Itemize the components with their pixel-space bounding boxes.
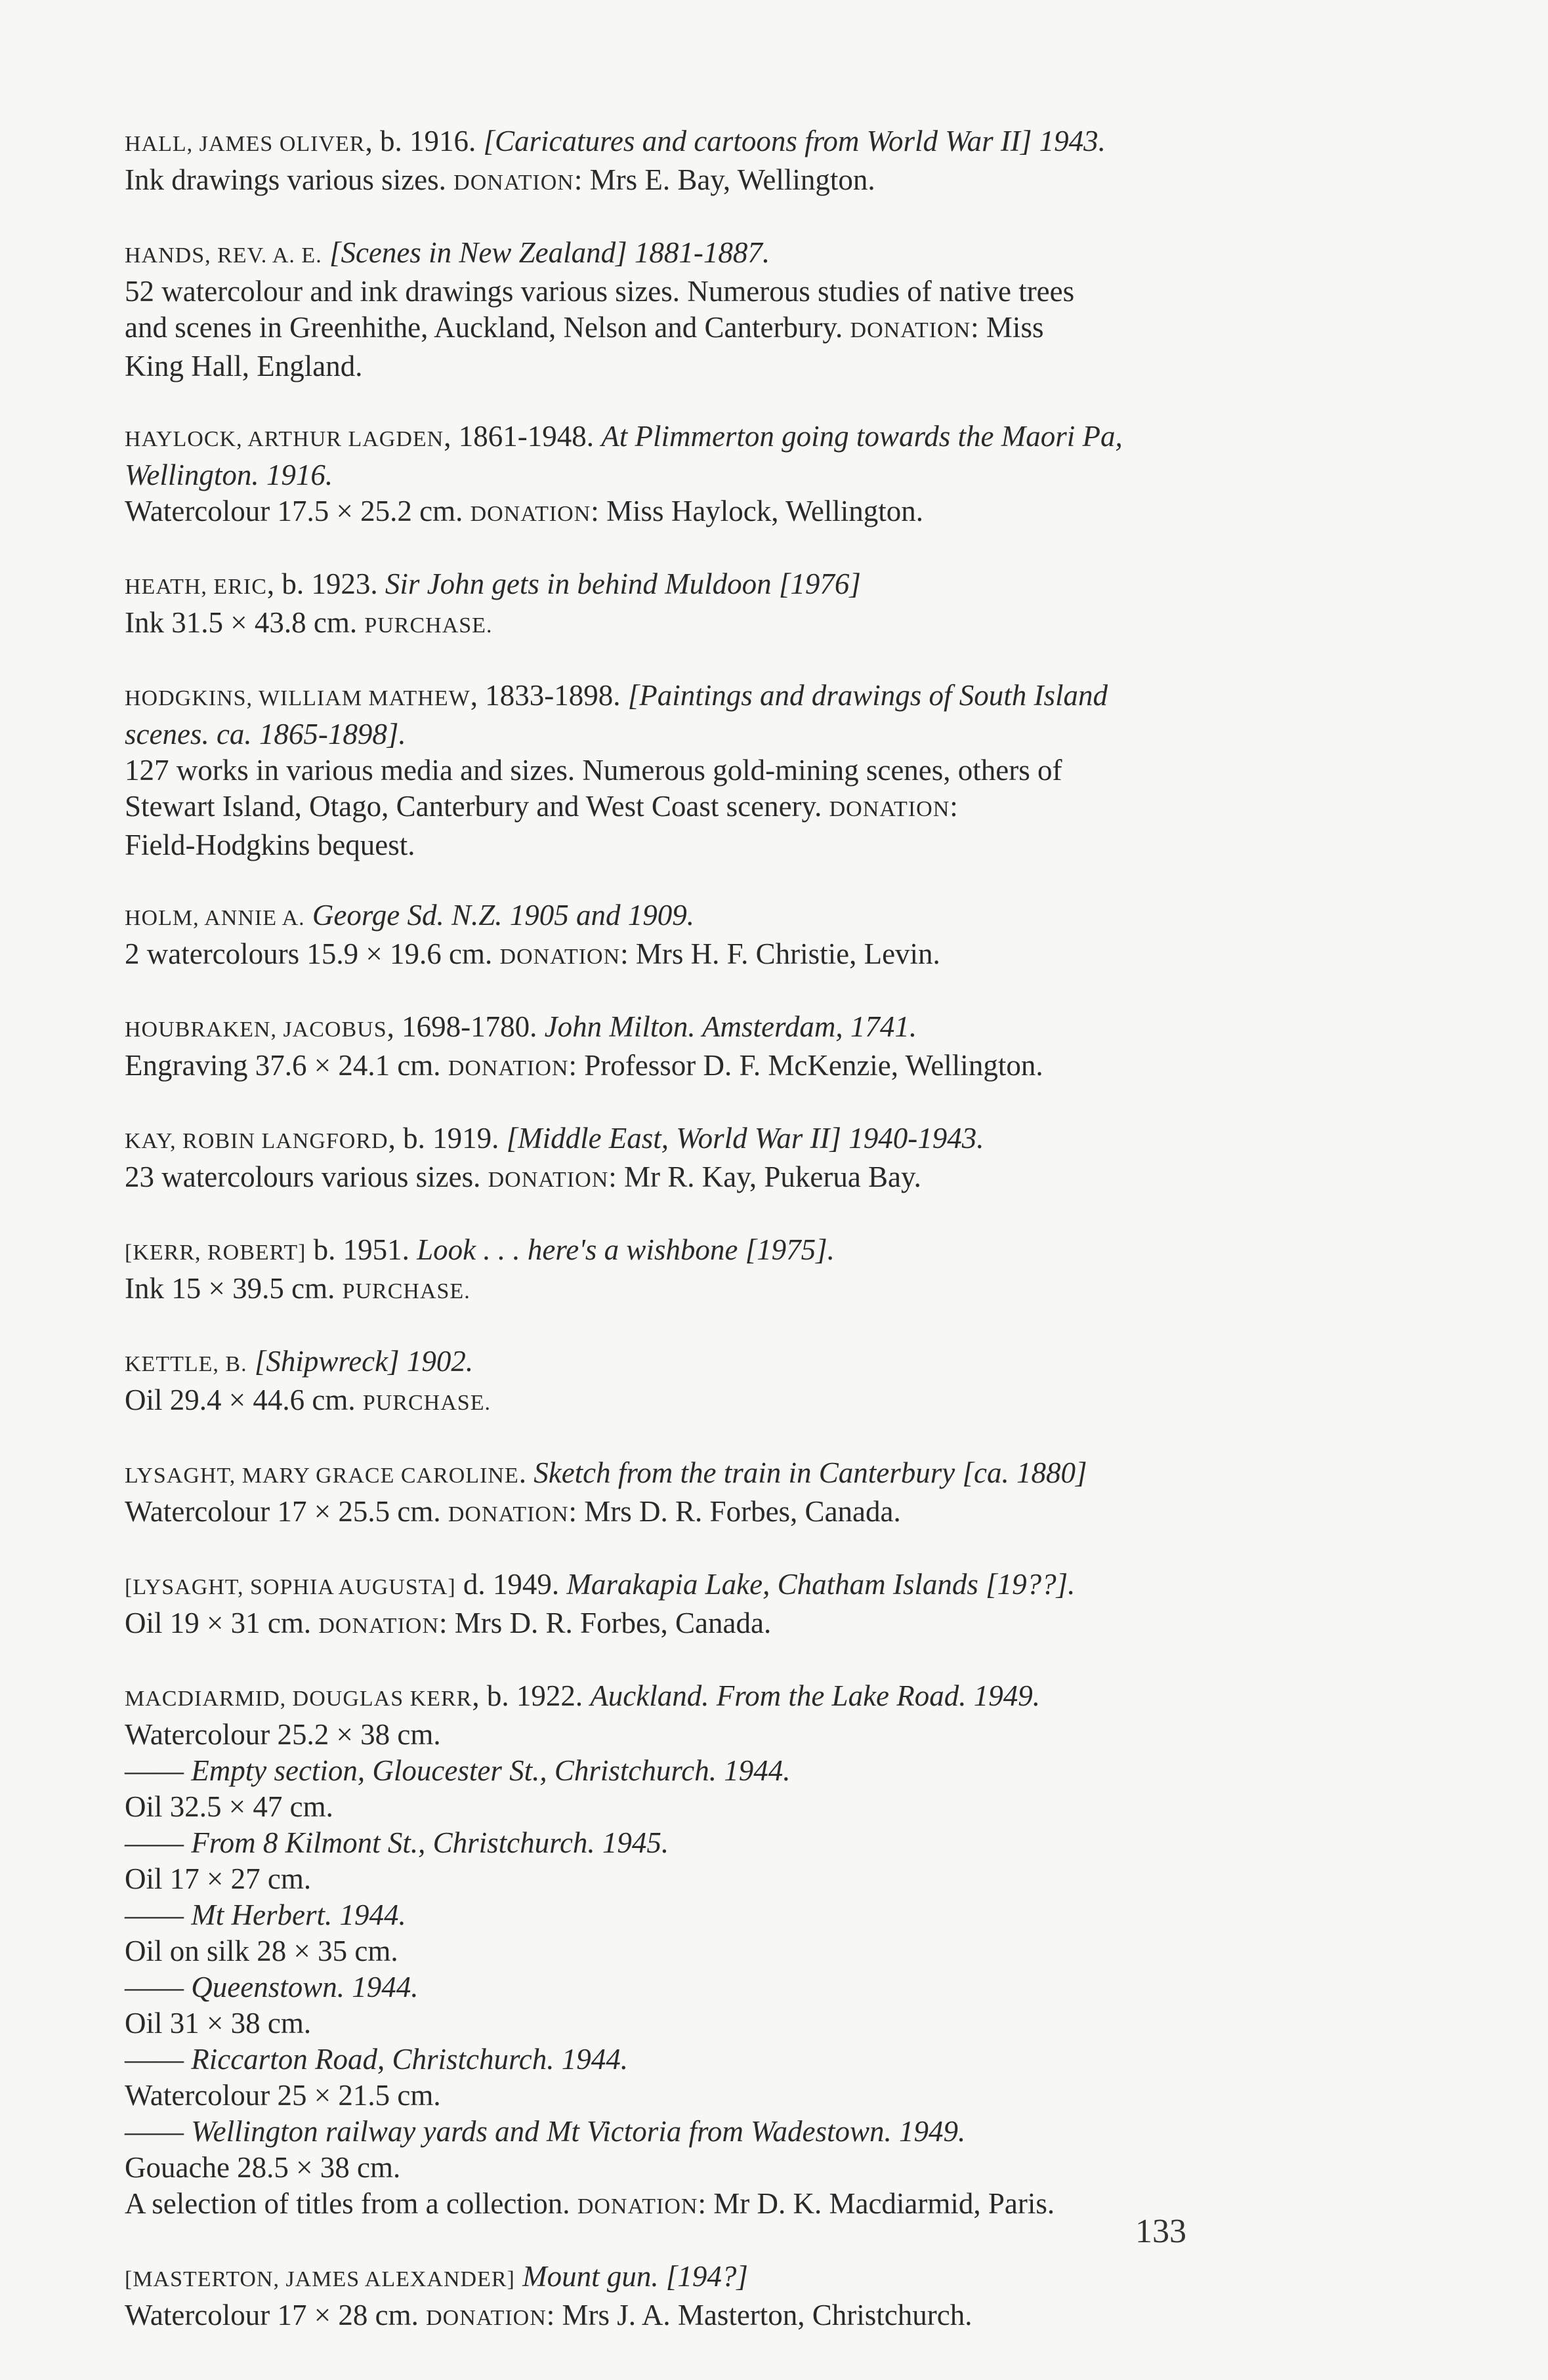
entry-line xyxy=(125,2297,1280,2336)
entry-text: 127 works in various media and sizes. Numerous gold-mining scenes, others of xyxy=(125,754,1062,787)
entry-line xyxy=(125,1861,1280,1897)
entry-text xyxy=(515,2260,522,2293)
entry-line xyxy=(125,1455,1280,1494)
entry-line xyxy=(125,716,1280,752)
entry-text: Watercolour 17.5 × 25.2 cm. xyxy=(125,495,471,527)
entry-text: Watercolour 25.2 × 38 cm. xyxy=(125,1718,441,1751)
entry-line xyxy=(125,274,1280,310)
entry-text: : Mrs H. F. Christie, Levin. xyxy=(620,937,940,970)
italic-title: Queenstown. 1944. xyxy=(191,1971,419,2003)
italic-title: Look . . . here's a wishbone [1975]. xyxy=(417,1233,835,1266)
entry-line xyxy=(125,827,1280,863)
small-caps-text: HEATH, ERIC xyxy=(125,575,267,599)
entry-text: : Mrs E. Bay, Wellington. xyxy=(574,163,875,196)
small-caps-text: DONATION xyxy=(829,797,950,821)
italic-title: From 8 Kilmont St., Christchurch. 1945. xyxy=(191,1826,669,1859)
italic-title: [Shipwreck] 1902. xyxy=(254,1345,474,1378)
entry-text: Gouache 28.5 × 38 cm. xyxy=(125,2151,401,2184)
entry-text: —— xyxy=(125,1754,192,1787)
entry-text: Ink 31.5 × 43.8 cm. xyxy=(125,606,365,639)
entry-text: A selection of titles from a collection. xyxy=(125,2187,577,2220)
entry-text: King Hall, England. xyxy=(125,350,363,382)
entry-text: —— xyxy=(125,2043,192,2076)
small-caps-text: DONATION xyxy=(318,1614,440,1638)
entry-text: 23 watercolours various sizes. xyxy=(125,1160,488,1193)
entry-text: and scenes in Greenhithe, Auckland, Nelson and Canterbury. xyxy=(125,311,850,344)
catalogue-entry xyxy=(125,678,1280,863)
catalogue-entry xyxy=(125,1120,1280,1198)
entry-line xyxy=(125,1159,1280,1198)
entry-line xyxy=(125,235,1280,274)
small-caps-text: DONATION xyxy=(448,1502,569,1527)
entry-text: —— xyxy=(125,1971,192,2003)
entry-line xyxy=(125,2150,1280,2186)
entry-line xyxy=(125,419,1280,457)
catalogue-entry xyxy=(125,1678,1280,2225)
italic-title: Wellington. 1916. xyxy=(125,459,333,491)
entry-line xyxy=(125,1605,1280,1644)
entry-line xyxy=(125,789,1280,827)
small-caps-text: [MASTERTON, JAMES ALEXANDER] xyxy=(125,2267,515,2291)
entry-text: Oil 32.5 × 47 cm. xyxy=(125,1790,333,1823)
catalogue-entry xyxy=(125,1344,1280,1421)
entry-line xyxy=(125,1789,1280,1825)
entry-text: : Miss Haylock, Wellington. xyxy=(591,495,924,527)
entry-text xyxy=(322,236,329,269)
entry-text: Field-Hodgkins bequest. xyxy=(125,829,415,861)
small-caps-text: HOLM, ANNIE A. xyxy=(125,906,305,930)
entry-line xyxy=(125,1048,1280,1086)
entry-line xyxy=(125,678,1280,716)
entry-text: : xyxy=(950,790,958,823)
catalogue-entry xyxy=(125,1232,1280,1309)
entry-text: : Mrs D. R. Forbes, Canada. xyxy=(568,1495,901,1528)
entry-text: Watercolour 17 × 28 cm. xyxy=(125,2299,427,2331)
entry-text: , 1698-1780. xyxy=(387,1010,545,1043)
small-caps-text: HOUBRAKEN, JACOBUS xyxy=(125,1017,387,1042)
small-caps-text: PURCHASE. xyxy=(362,1391,491,1415)
entry-line xyxy=(125,1897,1280,1933)
small-caps-text: DONATION xyxy=(426,2306,547,2330)
entry-line xyxy=(125,348,1280,384)
catalogue-entry xyxy=(125,419,1280,532)
entry-text: Watercolour 17 × 25.5 cm. xyxy=(125,1495,448,1528)
entry-line xyxy=(125,1494,1280,1532)
italic-title: scenes. ca. 1865-1898]. xyxy=(125,718,406,750)
entry-text: —— xyxy=(125,2115,192,2148)
entry-line xyxy=(125,2186,1280,2225)
italic-title: Sketch from the train in Canterbury [ca. 1880] xyxy=(533,1456,1087,1489)
entry-line xyxy=(125,2259,1280,2297)
small-caps-text: KAY, ROBIN LANGFORD xyxy=(125,1129,388,1153)
italic-title: Mount gun. [194?] xyxy=(522,2260,748,2293)
entry-line xyxy=(125,1271,1280,1309)
entry-line xyxy=(125,1678,1280,1717)
entry-text: d. 1949. xyxy=(455,1568,567,1601)
entry-line xyxy=(125,752,1280,789)
entry-text: Stewart Island, Otago, Canterbury and West Coast scenery. xyxy=(125,790,829,823)
italic-title: Auckland. From the Lake Road. 1949. xyxy=(590,1679,1041,1712)
catalogue-entries xyxy=(125,123,1280,2370)
entry-text: Oil 17 × 27 cm. xyxy=(125,1862,312,1895)
entry-text: , 1861-1948. xyxy=(444,420,602,453)
entry-line xyxy=(125,310,1280,348)
entry-line xyxy=(125,457,1280,493)
entry-text: Oil 31 × 38 cm. xyxy=(125,2007,312,2040)
entry-line xyxy=(125,2114,1280,2150)
small-caps-text: LYSAGHT, MARY GRACE CAROLINE xyxy=(125,1464,519,1488)
entry-text: : Professor D. F. McKenzie, Wellington. xyxy=(568,1049,1043,1082)
entry-line xyxy=(125,1120,1280,1159)
entry-text: : Mrs J. A. Masterton, Christchurch. xyxy=(546,2299,973,2331)
entry-line xyxy=(125,1567,1280,1605)
entry-text: Watercolour 25 × 21.5 cm. xyxy=(125,2079,441,2112)
entry-text: Oil 19 × 31 cm. xyxy=(125,1607,319,1639)
entry-line xyxy=(125,1933,1280,1969)
entry-text: Oil 29.4 × 44.6 cm. xyxy=(125,1384,363,1416)
catalogue-entry xyxy=(125,2259,1280,2336)
entry-text: Engraving 37.6 × 24.1 cm. xyxy=(125,1049,448,1082)
entry-line xyxy=(125,897,1280,936)
small-caps-text: MACDIARMID, DOUGLAS KERR xyxy=(125,1687,472,1711)
small-caps-text: DONATION xyxy=(448,1056,569,1080)
entry-line xyxy=(125,605,1280,644)
entry-text: . xyxy=(518,1456,534,1489)
small-caps-text: PURCHASE. xyxy=(364,613,493,638)
italic-title: George Sd. N.Z. 1905 and 1909. xyxy=(312,899,694,932)
entry-text: —— xyxy=(125,1898,192,1931)
catalogue-entry xyxy=(125,1567,1280,1644)
italic-title: [Paintings and drawings of South Island xyxy=(627,679,1108,712)
entry-text: Ink drawings various sizes. xyxy=(125,163,454,196)
entry-line xyxy=(125,566,1280,605)
italic-title: Mt Herbert. 1944. xyxy=(191,1898,406,1931)
entry-text: : Miss xyxy=(971,311,1044,344)
entry-line xyxy=(125,493,1280,532)
small-caps-text: DONATION xyxy=(470,502,591,526)
entry-line xyxy=(125,1825,1280,1861)
entry-line xyxy=(125,123,1280,162)
small-caps-text: KETTLE, B. xyxy=(125,1352,247,1376)
entry-text: 52 watercolour and ink drawings various sizes. Numerous studies of native trees xyxy=(125,275,1075,308)
entry-text: —— xyxy=(125,1826,192,1859)
catalogue-entry xyxy=(125,1455,1280,1532)
small-caps-text: HALL, JAMES OLIVER xyxy=(125,132,366,156)
entry-line xyxy=(125,1382,1280,1421)
italic-title: John Milton. Amsterdam, 1741. xyxy=(544,1010,917,1043)
entry-text: : Mr R. Kay, Pukerua Bay. xyxy=(608,1160,921,1193)
italic-title: Wellington railway yards and Mt Victoria from Wadestown. 1949. xyxy=(191,2115,966,2148)
catalogue-entry xyxy=(125,1009,1280,1086)
italic-title: Riccarton Road, Christchurch. 1944. xyxy=(191,2043,629,2076)
italic-title: At Plimmerton going towards the Maori Pa, xyxy=(601,420,1123,453)
entry-line xyxy=(125,2041,1280,2078)
small-caps-text: [KERR, ROBERT] xyxy=(125,1241,306,1265)
entry-line xyxy=(125,936,1280,975)
small-caps-text: DONATION xyxy=(499,945,621,969)
italic-title: Sir John gets in behind Muldoon [1976] xyxy=(385,567,861,600)
entry-text: , b. 1922. xyxy=(472,1679,591,1712)
italic-title: [Scenes in New Zealand] 1881-1887. xyxy=(329,236,770,269)
italic-title: Marakapia Lake, Chatham Islands [19??]. xyxy=(566,1568,1076,1601)
entry-text: Ink 15 × 39.5 cm. xyxy=(125,1272,343,1305)
entry-line xyxy=(125,1717,1280,1753)
small-caps-text: DONATION xyxy=(488,1168,609,1192)
small-caps-text: [LYSAGHT, SOPHIA AUGUSTA] xyxy=(125,1575,456,1599)
catalogue-entry xyxy=(125,897,1280,975)
entry-line xyxy=(125,2005,1280,2041)
entry-text: : Mr D. K. Macdiarmid, Paris. xyxy=(698,2187,1055,2220)
catalogue-entry xyxy=(125,566,1280,644)
small-caps-text: HAYLOCK, ARTHUR LAGDEN xyxy=(125,427,444,451)
entry-line xyxy=(125,1344,1280,1382)
small-caps-text: DONATION xyxy=(850,318,971,342)
entry-text: : Mrs D. R. Forbes, Canada. xyxy=(439,1607,772,1639)
italic-title: Empty section, Gloucester St., Christchurch. 1944. xyxy=(191,1754,791,1787)
small-caps-text: HANDS, REV. A. E. xyxy=(125,243,322,268)
entry-text: 2 watercolours 15.9 × 19.6 cm. xyxy=(125,937,500,970)
entry-text: , 1833-1898. xyxy=(470,679,628,712)
small-caps-text: PURCHASE. xyxy=(342,1279,471,1303)
entry-line xyxy=(125,1969,1280,2005)
italic-title: [Middle East, World War II] 1940-1943. xyxy=(506,1122,984,1155)
small-caps-text: DONATION xyxy=(577,2194,698,2219)
entry-text: Oil on silk 28 × 35 cm. xyxy=(125,1935,398,1967)
entry-text: b. 1951. xyxy=(306,1233,417,1266)
entry-text xyxy=(305,899,312,932)
entry-text xyxy=(247,1345,255,1378)
entry-text: , b. 1919. xyxy=(388,1122,507,1155)
page-number: 133 xyxy=(1135,2213,1186,2250)
small-caps-text: DONATION xyxy=(453,171,574,195)
entry-line xyxy=(125,1753,1280,1789)
italic-title: [Caricatures and cartoons from World War II] 1943. xyxy=(483,125,1106,157)
entry-line xyxy=(125,1232,1280,1271)
small-caps-text: HODGKINS, WILLIAM MATHEW xyxy=(125,686,471,710)
catalogue-entry xyxy=(125,235,1280,384)
entry-line xyxy=(125,2078,1280,2114)
entry-text: , b. 1916. xyxy=(365,125,484,157)
catalogue-entry xyxy=(125,123,1280,201)
entry-line xyxy=(125,162,1280,201)
entry-line xyxy=(125,1009,1280,1048)
entry-text: , b. 1923. xyxy=(266,567,385,600)
